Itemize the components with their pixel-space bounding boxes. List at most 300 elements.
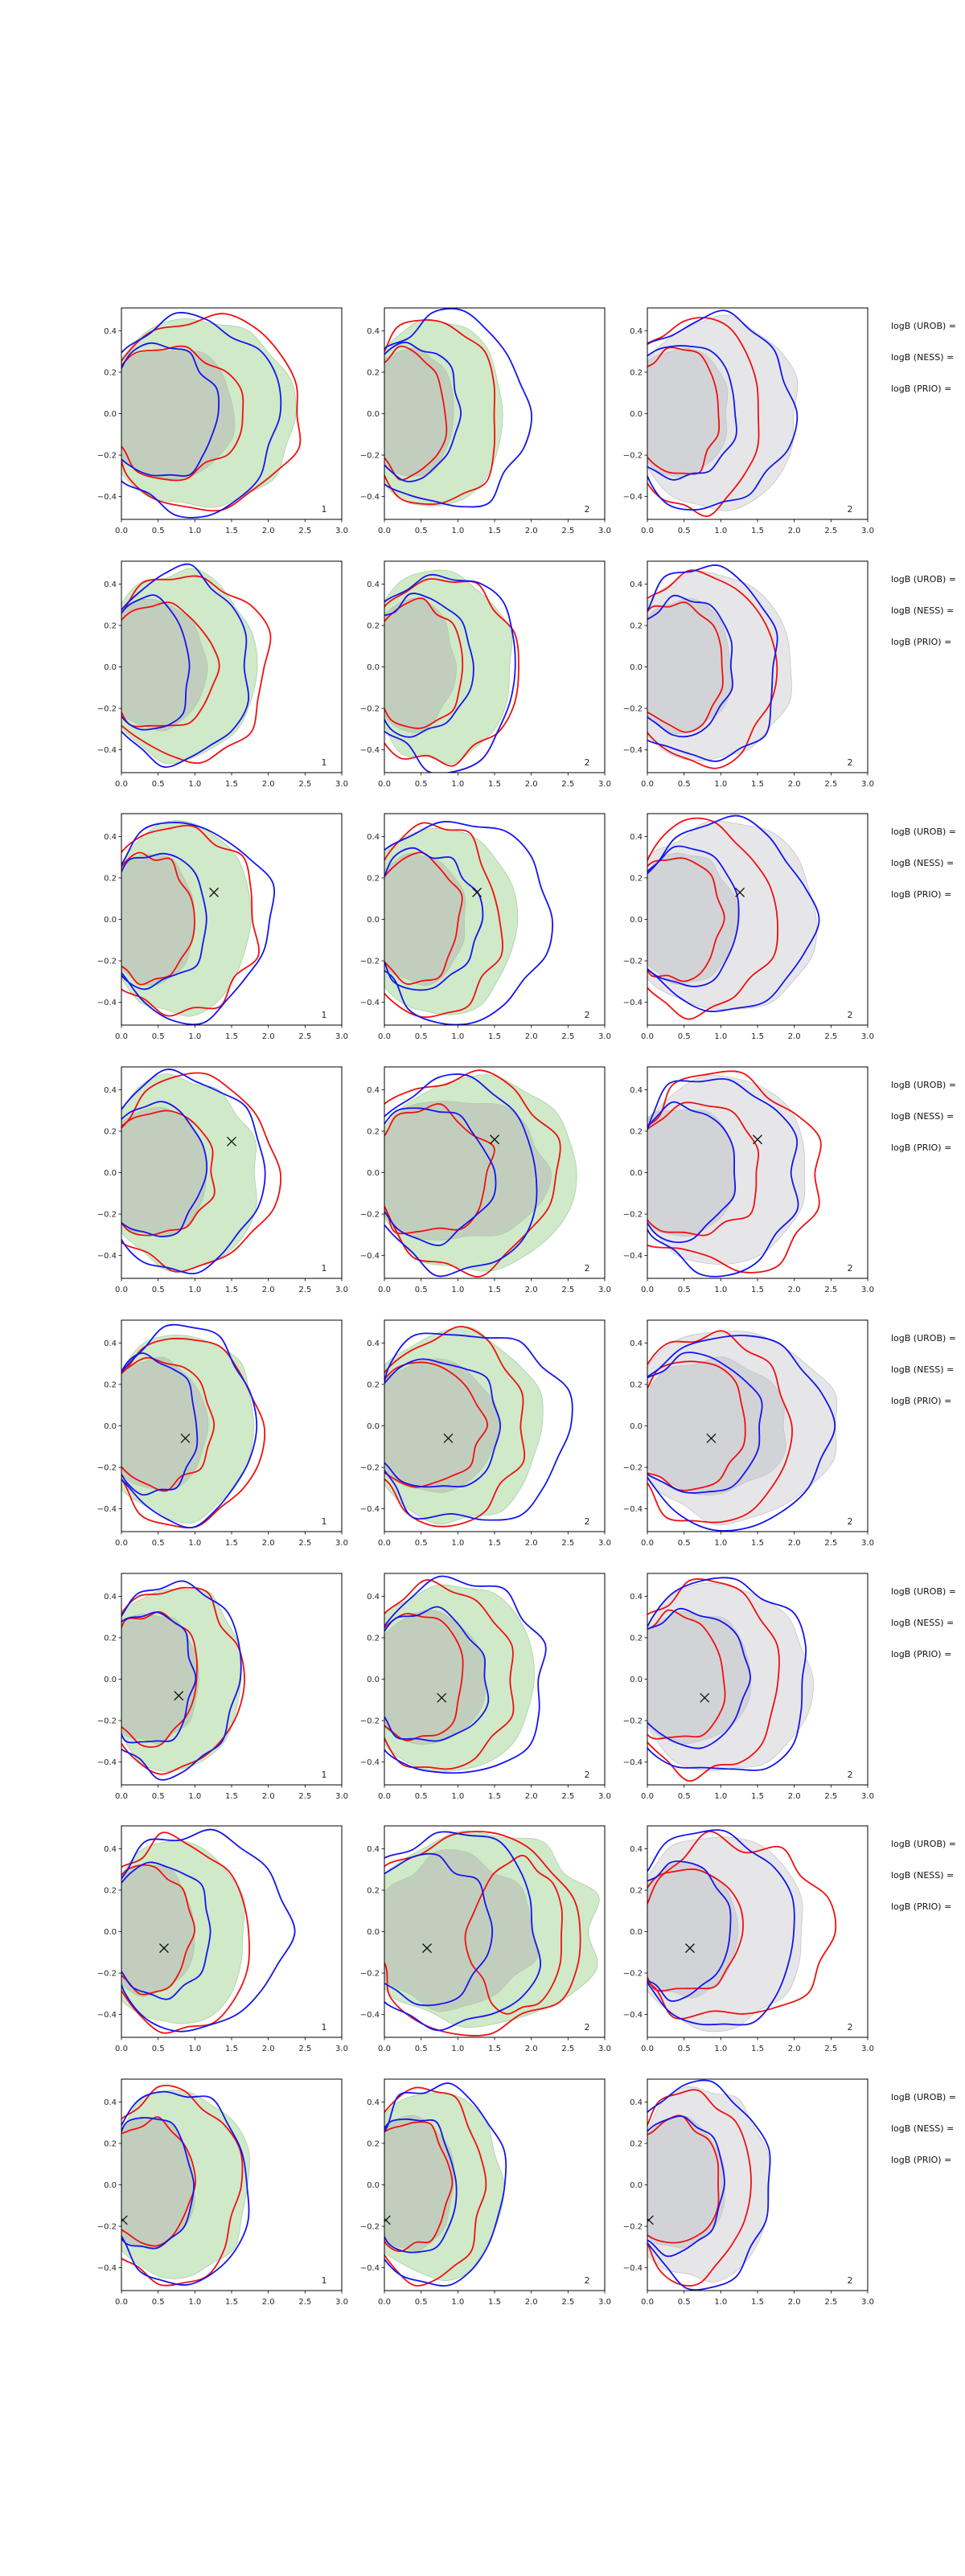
x-tick-label: 3.0 — [335, 1539, 348, 1548]
x-tick-label: 1.5 — [225, 780, 238, 789]
x-tick-label: 0.0 — [641, 1792, 654, 1801]
x-tick-label: 2.5 — [561, 1539, 575, 1548]
x-tick-label: 2.5 — [561, 1792, 575, 1801]
y-tick-label: 0.4 — [630, 1592, 643, 1602]
x-tick-label: 2.0 — [524, 780, 538, 789]
y-tick-label: 0.0 — [104, 1928, 117, 1937]
x-tick-label: 0.5 — [677, 780, 691, 789]
contour-fill-inner — [104, 855, 195, 986]
corner-label: 2 — [584, 757, 590, 768]
x-tick-label: 1.5 — [751, 780, 764, 789]
y-tick-label: −0.4 — [359, 999, 380, 1008]
x-tick-label: 3.0 — [861, 780, 874, 789]
plot-area — [623, 1071, 821, 1276]
y-tick-label: −0.4 — [96, 1758, 117, 1768]
x-tick-label: 1.5 — [488, 1539, 501, 1548]
x-tick-label: 1.5 — [488, 2298, 501, 2307]
y-tick-label: −0.2 — [622, 1210, 643, 1220]
x-tick-label: 2.5 — [561, 1032, 575, 1041]
y-tick-label: 0.2 — [630, 368, 643, 378]
x-tick-label: 1.0 — [451, 780, 465, 789]
x-tick-label: 3.0 — [335, 1792, 348, 1801]
y-tick-label: 0.0 — [367, 1422, 380, 1431]
y-tick-label: 0.0 — [104, 916, 117, 925]
plot-area — [622, 816, 819, 1019]
x-tick-label: 2.5 — [824, 2298, 838, 2307]
y-tick-label: 0.4 — [630, 580, 643, 589]
y-tick-label: −0.2 — [96, 957, 117, 966]
y-tick-label: 0.0 — [104, 1422, 117, 1431]
y-tick-label: 0.4 — [367, 580, 380, 589]
y-tick-label: 0.2 — [104, 621, 117, 631]
y-tick-label: 0.0 — [367, 663, 380, 672]
y-tick-label: −0.4 — [622, 1505, 643, 1515]
subplot-r8c1 — [97, 2079, 348, 2307]
y-tick-label: 0.4 — [630, 1339, 643, 1348]
y-tick-label: −0.4 — [96, 999, 117, 1008]
y-tick-label: −0.4 — [96, 746, 117, 756]
x-tick-label: 2.0 — [261, 1792, 275, 1801]
subplot-r4c2 — [360, 1067, 611, 1294]
x-tick-label: 2.5 — [561, 2045, 575, 2053]
subplot-r6c3 — [623, 1573, 874, 1801]
row2-annotation-urob: logB (UROB) = — [891, 574, 957, 585]
x-tick-label: 0.0 — [115, 1286, 128, 1294]
y-tick-label: 0.2 — [104, 874, 117, 884]
y-tick-label: 0.0 — [630, 916, 643, 925]
y-tick-label: 0.2 — [630, 2139, 643, 2149]
row4-annotation-prio: logB (PRIO) = — [891, 1142, 952, 1153]
row8-annotation-ness: logB (NESS) = — [891, 2123, 955, 2134]
y-tick-label: 0.4 — [630, 1844, 643, 1854]
x-tick-label: 0.0 — [115, 1032, 128, 1041]
y-tick-label: −0.2 — [96, 1463, 117, 1473]
y-tick-label: −0.2 — [96, 1969, 117, 1979]
y-tick-label: 0.4 — [104, 832, 117, 842]
y-tick-label: 0.2 — [367, 1886, 380, 1896]
x-tick-label: 2.5 — [824, 1792, 838, 1801]
x-tick-label: 3.0 — [598, 1539, 611, 1548]
y-tick-label: −0.2 — [359, 957, 380, 966]
y-tick-label: 0.2 — [367, 2139, 380, 2149]
x-tick-label: 1.5 — [751, 527, 764, 535]
plot-area — [101, 1325, 265, 1528]
x-tick-label: 0.0 — [641, 2298, 654, 2307]
contour-fill-inner — [629, 1110, 735, 1236]
x-tick-label: 2.5 — [298, 2298, 312, 2307]
x-tick-label: 1.0 — [451, 1032, 465, 1041]
x-tick-label: 1.5 — [488, 1792, 501, 1801]
x-tick-label: 1.0 — [714, 1032, 728, 1041]
row8-annotation-prio: logB (PRIO) = — [891, 2155, 952, 2165]
corner-label: 2 — [584, 1770, 590, 1780]
x-tick-label: 1.0 — [714, 527, 728, 535]
x-tick-label: 2.5 — [298, 1539, 312, 1548]
y-tick-label: −0.4 — [622, 2264, 643, 2274]
x-tick-label: 1.5 — [751, 2298, 764, 2307]
x-tick-label: 1.0 — [451, 1539, 465, 1548]
x-tick-label: 3.0 — [861, 1792, 874, 1801]
corner-label: 2 — [847, 1263, 853, 1274]
x-tick-label: 0.5 — [677, 1032, 691, 1041]
x-tick-label: 2.0 — [787, 2298, 801, 2307]
x-tick-label: 2.0 — [261, 1286, 275, 1294]
x-tick-label: 3.0 — [598, 1792, 611, 1801]
y-tick-label: 0.2 — [630, 1127, 643, 1137]
row1-annotation-ness: logB (NESS) = — [891, 352, 955, 363]
y-tick-label: −0.4 — [622, 746, 643, 756]
plot-area — [363, 570, 519, 773]
x-tick-label: 2.5 — [824, 1539, 838, 1548]
x-tick-label: 0.0 — [641, 1539, 654, 1548]
x-tick-label: 0.5 — [151, 1032, 165, 1041]
x-tick-label: 1.0 — [451, 2045, 465, 2053]
y-tick-label: 0.2 — [104, 2139, 117, 2149]
corner-label: 1 — [321, 1263, 327, 1274]
y-tick-label: 0.0 — [104, 410, 117, 419]
x-tick-label: 0.5 — [677, 1539, 691, 1548]
x-tick-label: 0.0 — [378, 1792, 391, 1801]
corner-label: 2 — [584, 2022, 590, 2032]
y-tick-label: 0.0 — [104, 1676, 117, 1684]
x-tick-label: 0.0 — [115, 1539, 128, 1548]
x-tick-label: 3.0 — [861, 1539, 874, 1548]
y-tick-label: 0.4 — [630, 1085, 643, 1095]
plot-area — [101, 821, 274, 1025]
corner-label: 2 — [847, 1010, 853, 1020]
corner-label: 2 — [847, 504, 853, 515]
x-tick-label: 1.0 — [451, 1792, 465, 1801]
y-tick-label: −0.2 — [359, 451, 380, 461]
corner-label: 2 — [847, 1516, 853, 1527]
x-tick-label: 2.5 — [298, 2045, 312, 2053]
x-tick-label: 0.0 — [115, 780, 128, 789]
x-tick-label: 3.0 — [598, 527, 611, 535]
x-tick-label: 0.0 — [115, 2045, 128, 2053]
row4-annotation-urob: logB (UROB) = — [891, 1080, 957, 1090]
x-tick-label: 1.5 — [751, 1286, 764, 1294]
x-tick-label: 2.0 — [261, 1539, 275, 1548]
row1-annotation-urob: logB (UROB) = — [891, 321, 957, 331]
x-tick-label: 0.5 — [414, 1032, 428, 1041]
subplot-r2c3 — [623, 561, 874, 789]
x-tick-label: 2.0 — [787, 527, 801, 535]
x-tick-label: 2.0 — [524, 2045, 538, 2053]
corner-label: 1 — [321, 1516, 327, 1527]
plot-area — [361, 822, 552, 1024]
y-tick-label: −0.2 — [622, 1463, 643, 1473]
x-tick-label: 1.5 — [225, 527, 238, 535]
x-tick-label: 2.5 — [298, 780, 312, 789]
x-tick-label: 1.5 — [751, 1032, 764, 1041]
corner-label: 1 — [321, 1770, 327, 1780]
plot-area — [363, 1070, 577, 1277]
x-tick-label: 3.0 — [335, 1032, 348, 1041]
x-tick-label: 0.5 — [151, 1539, 165, 1548]
x-tick-label: 1.5 — [488, 1032, 501, 1041]
x-tick-label: 0.0 — [641, 1286, 654, 1294]
y-tick-label: −0.4 — [622, 2011, 643, 2020]
y-tick-label: 0.0 — [104, 1169, 117, 1178]
y-tick-label: −0.4 — [359, 2011, 380, 2020]
plot-area — [100, 1830, 295, 2033]
y-tick-label: −0.2 — [622, 2222, 643, 2232]
subplot-r1c1 — [96, 308, 348, 535]
x-tick-label: 1.0 — [714, 2298, 728, 2307]
contour-fill-inner — [368, 348, 454, 477]
x-tick-label: 2.0 — [787, 1286, 801, 1294]
corner-label: 1 — [321, 504, 327, 515]
y-tick-label: −0.4 — [359, 493, 380, 502]
x-tick-label: 0.5 — [414, 527, 428, 535]
x-tick-label: 0.5 — [414, 1539, 428, 1548]
x-tick-label: 2.5 — [824, 1286, 838, 1294]
y-tick-label: 0.2 — [104, 1380, 117, 1390]
x-tick-label: 1.5 — [225, 1032, 238, 1041]
row8-annotation-urob: logB (UROB) = — [891, 2092, 957, 2102]
x-tick-label: 1.0 — [714, 780, 728, 789]
y-tick-label: 0.2 — [367, 621, 380, 631]
y-tick-label: −0.2 — [622, 1717, 643, 1726]
x-tick-label: 0.5 — [151, 527, 165, 535]
y-tick-label: 0.0 — [104, 663, 117, 672]
y-tick-label: −0.2 — [359, 2222, 380, 2232]
x-tick-label: 0.0 — [115, 1792, 128, 1801]
x-tick-label: 3.0 — [861, 2298, 874, 2307]
plot-area — [101, 564, 271, 767]
row3-annotation-prio: logB (PRIO) = — [891, 889, 952, 900]
row3-annotation-ness: logB (NESS) = — [891, 858, 955, 868]
x-tick-label: 1.0 — [714, 1792, 728, 1801]
y-tick-label: −0.2 — [96, 451, 117, 461]
x-tick-label: 2.5 — [824, 527, 838, 535]
y-tick-label: 0.4 — [630, 832, 643, 842]
x-tick-label: 2.0 — [524, 1539, 538, 1548]
y-tick-label: −0.4 — [96, 1252, 117, 1261]
x-tick-label: 3.0 — [335, 780, 348, 789]
x-tick-label: 2.5 — [561, 527, 575, 535]
x-tick-label: 3.0 — [598, 2045, 611, 2053]
contour-fill-inner — [367, 2115, 454, 2250]
x-tick-label: 0.5 — [151, 1286, 165, 1294]
x-tick-label: 1.0 — [451, 527, 465, 535]
x-tick-label: 1.0 — [188, 1792, 202, 1801]
x-tick-label: 0.5 — [414, 1286, 428, 1294]
y-tick-label: 0.0 — [367, 916, 380, 925]
y-tick-label: 0.2 — [630, 874, 643, 884]
x-tick-label: 2.0 — [787, 1539, 801, 1548]
row5-annotation-prio: logB (PRIO) = — [891, 1396, 952, 1406]
plot-area — [622, 1830, 836, 2032]
plot-area — [626, 565, 791, 769]
y-tick-label: 0.0 — [367, 410, 380, 419]
x-tick-label: 0.0 — [378, 1539, 391, 1548]
y-tick-label: 0.0 — [630, 410, 643, 419]
x-tick-label: 0.5 — [151, 780, 165, 789]
x-tick-label: 0.5 — [414, 2298, 428, 2307]
row2-annotation-ness: logB (NESS) = — [891, 605, 955, 616]
x-tick-label: 2.0 — [787, 780, 801, 789]
x-tick-label: 0.5 — [677, 527, 691, 535]
corner-label: 2 — [584, 1010, 590, 1020]
y-tick-label: −0.4 — [359, 1758, 380, 1768]
x-tick-label: 2.0 — [261, 2298, 275, 2307]
plot-area — [355, 1831, 599, 2036]
x-tick-label: 1.0 — [188, 2045, 202, 2053]
y-tick-label: 0.0 — [104, 2181, 117, 2190]
x-tick-label: 0.0 — [115, 2298, 128, 2307]
corner-label: 2 — [584, 1263, 590, 1274]
subplot-r8c2 — [360, 2079, 611, 2307]
x-tick-label: 1.0 — [188, 527, 202, 535]
y-tick-label: 0.4 — [104, 1592, 117, 1602]
x-tick-label: 1.0 — [714, 2045, 728, 2053]
y-tick-label: 0.4 — [104, 326, 117, 336]
x-tick-label: 1.5 — [225, 1792, 238, 1801]
y-tick-label: 0.0 — [367, 1928, 380, 1937]
subplot-r7c1 — [97, 1826, 348, 2053]
y-tick-label: 0.0 — [630, 1422, 643, 1431]
x-tick-label: 1.0 — [188, 1539, 202, 1548]
x-tick-label: 3.0 — [335, 2045, 348, 2053]
y-tick-label: −0.4 — [622, 999, 643, 1008]
x-tick-label: 2.0 — [261, 527, 275, 535]
x-tick-label: 1.0 — [451, 1286, 465, 1294]
x-tick-label: 2.0 — [524, 1286, 538, 1294]
y-tick-label: 0.0 — [367, 1676, 380, 1684]
row2-annotation-prio: logB (PRIO) = — [891, 637, 952, 647]
x-tick-label: 3.0 — [598, 1286, 611, 1294]
x-tick-label: 0.0 — [378, 780, 391, 789]
x-tick-label: 0.5 — [151, 2298, 165, 2307]
x-tick-label: 0.5 — [414, 2045, 428, 2053]
subplot-r8c3 — [623, 2079, 874, 2307]
x-tick-label: 1.5 — [225, 1286, 238, 1294]
row5-annotation-urob: logB (UROB) = — [891, 1333, 957, 1343]
y-tick-label: 0.2 — [367, 1634, 380, 1643]
x-tick-label: 0.5 — [151, 2045, 165, 2053]
x-tick-label: 1.0 — [451, 2298, 465, 2307]
y-tick-label: 0.2 — [104, 1886, 117, 1896]
x-tick-label: 2.0 — [524, 1792, 538, 1801]
y-tick-label: 0.0 — [630, 663, 643, 672]
row6-annotation-urob: logB (UROB) = — [891, 1586, 957, 1597]
y-tick-label: 0.0 — [367, 2181, 380, 2190]
subplot-r4c3 — [623, 1067, 874, 1294]
plot-area — [366, 1576, 546, 1773]
y-tick-label: 0.4 — [367, 1592, 380, 1602]
x-tick-label: 0.0 — [641, 2045, 654, 2053]
x-tick-label: 3.0 — [598, 780, 611, 789]
y-tick-label: 0.2 — [367, 368, 380, 378]
y-tick-label: 0.4 — [367, 1339, 380, 1348]
x-tick-label: 1.5 — [751, 2045, 764, 2053]
x-tick-label: 2.5 — [298, 527, 312, 535]
corner-label: 1 — [321, 2275, 327, 2286]
y-tick-label: −0.2 — [96, 704, 117, 714]
row6-annotation-prio: logB (PRIO) = — [891, 1649, 952, 1659]
x-tick-label: 0.0 — [378, 2298, 391, 2307]
x-tick-label: 1.0 — [714, 1539, 728, 1548]
x-tick-label: 0.5 — [151, 1792, 165, 1801]
y-tick-label: 0.2 — [367, 1380, 380, 1390]
row3-annotation-urob: logB (UROB) = — [891, 827, 957, 837]
subplot-r1c2 — [359, 308, 611, 535]
y-tick-label: 0.2 — [104, 368, 117, 378]
row7-annotation-urob: logB (UROB) = — [891, 1839, 957, 1849]
x-tick-label: 2.5 — [298, 1792, 312, 1801]
x-tick-label: 2.5 — [561, 1286, 575, 1294]
plot-area — [359, 309, 532, 507]
y-tick-label: 0.0 — [630, 1928, 643, 1937]
x-tick-label: 1.0 — [188, 1032, 202, 1041]
row7-annotation-ness: logB (NESS) = — [891, 1870, 955, 1881]
x-tick-label: 2.0 — [524, 2298, 538, 2307]
row4-annotation-ness: logB (NESS) = — [891, 1111, 955, 1122]
x-tick-label: 0.0 — [115, 527, 128, 535]
x-tick-label: 2.5 — [824, 2045, 838, 2053]
y-tick-label: 0.2 — [630, 621, 643, 631]
x-tick-label: 0.5 — [414, 780, 428, 789]
subplot-r7c2 — [355, 1826, 611, 2053]
y-tick-label: 0.0 — [367, 1169, 380, 1178]
subplot-r7c3 — [622, 1826, 874, 2053]
x-tick-label: 3.0 — [861, 1286, 874, 1294]
y-tick-label: 0.2 — [367, 874, 380, 884]
x-tick-label: 2.0 — [261, 780, 275, 789]
x-tick-label: 1.0 — [188, 1286, 202, 1294]
y-tick-label: −0.2 — [96, 2222, 117, 2232]
x-tick-label: 1.5 — [488, 527, 501, 535]
plot-area — [626, 2081, 770, 2291]
y-tick-label: 0.4 — [104, 2098, 117, 2107]
contour-fill-inner — [628, 349, 728, 478]
plot-area — [366, 2083, 506, 2286]
x-tick-label: 0.0 — [641, 527, 654, 535]
corner-label: 1 — [321, 1010, 327, 1020]
x-tick-label: 3.0 — [598, 1032, 611, 1041]
y-tick-label: −0.4 — [359, 1505, 380, 1515]
corner-label: 1 — [321, 757, 327, 768]
x-tick-label: 2.0 — [787, 1032, 801, 1041]
corner-label: 2 — [847, 757, 853, 768]
y-tick-label: −0.4 — [622, 493, 643, 502]
corner-label: 2 — [584, 504, 590, 515]
x-tick-label: 2.5 — [561, 2298, 575, 2307]
y-tick-label: −0.2 — [96, 1210, 117, 1220]
x-tick-label: 1.0 — [188, 2298, 202, 2307]
y-tick-label: 0.4 — [367, 1844, 380, 1854]
subplot-r6c1 — [97, 1573, 348, 1801]
y-tick-label: 0.2 — [630, 1634, 643, 1643]
x-tick-label: 1.5 — [225, 2298, 238, 2307]
x-tick-label: 2.0 — [261, 1032, 275, 1041]
plot-area — [628, 310, 798, 516]
y-tick-label: 0.2 — [630, 1886, 643, 1896]
subplot-r5c2 — [360, 1320, 611, 1548]
x-tick-label: 0.5 — [677, 2298, 691, 2307]
x-tick-label: 1.5 — [488, 1286, 501, 1294]
y-tick-label: −0.4 — [96, 2264, 117, 2274]
y-tick-label: −0.2 — [622, 704, 643, 714]
subplot-r1c3 — [623, 308, 874, 535]
row1-annotation-prio: logB (PRIO) = — [891, 384, 952, 394]
y-tick-label: −0.4 — [622, 1758, 643, 1768]
row7-annotation-prio: logB (PRIO) = — [891, 1901, 952, 1912]
y-tick-label: −0.4 — [96, 2011, 117, 2020]
x-tick-label: 0.0 — [641, 1032, 654, 1041]
x-tick-label: 2.5 — [298, 1032, 312, 1041]
